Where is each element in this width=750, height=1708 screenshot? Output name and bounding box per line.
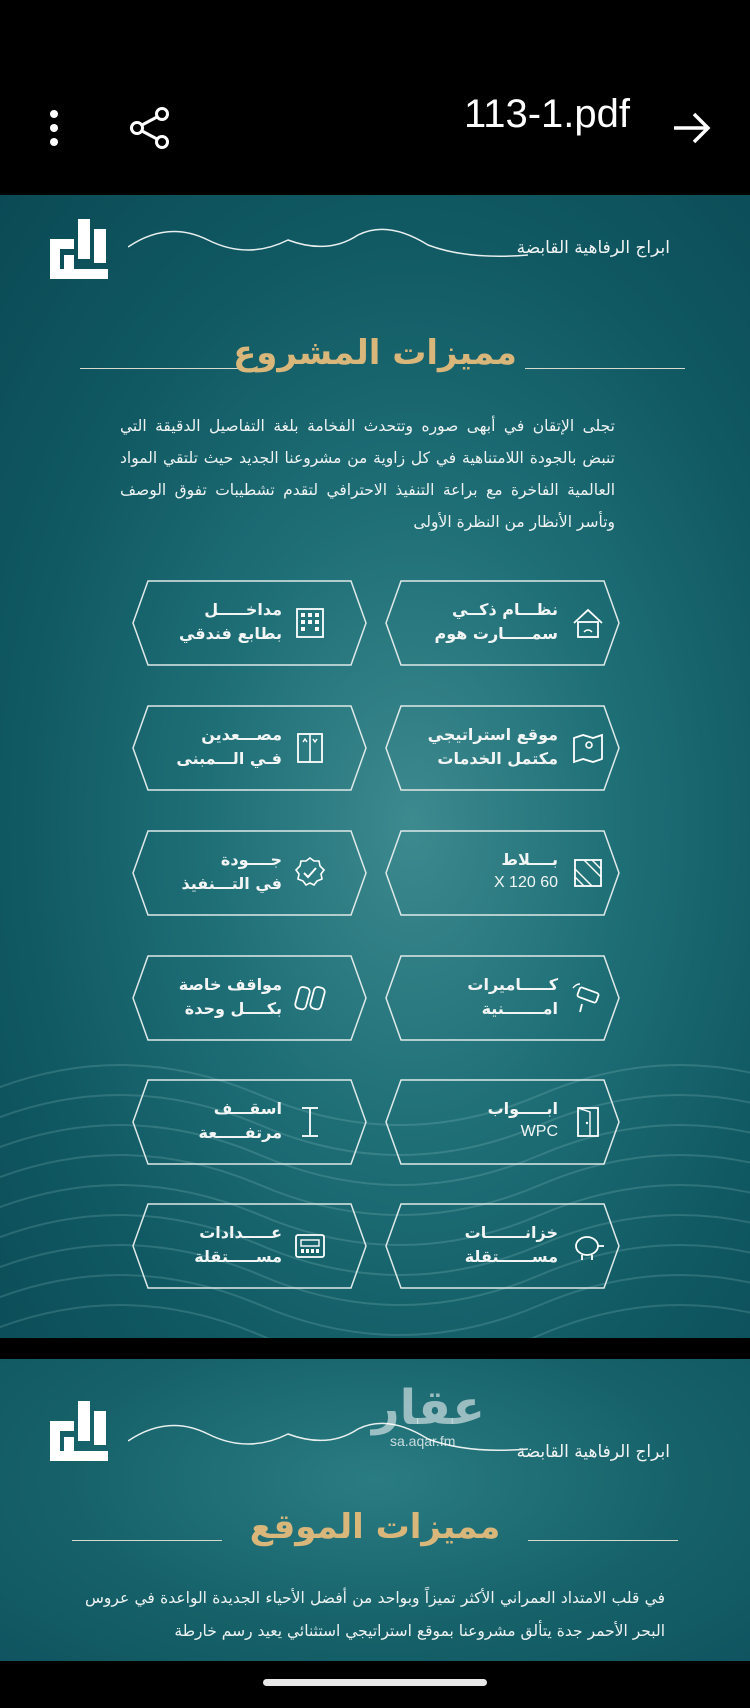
feature-card — [385, 1079, 620, 1165]
feature-subtitle: امـــــــنية — [481, 999, 558, 1018]
feature-title: مداخـــــل — [204, 600, 282, 619]
feature-card — [132, 580, 367, 666]
wave-pattern-decoration — [0, 1015, 750, 1338]
section-heading: مميزات الموقع — [249, 1507, 501, 1547]
more-vert-icon[interactable] — [40, 108, 68, 148]
feature-frame — [132, 830, 367, 916]
feature-subtitle: مســـــتقلة — [194, 1247, 282, 1266]
feature-frame — [132, 1203, 367, 1289]
feature-title: موقع استراتيجي — [427, 725, 558, 744]
home-gesture-pill[interactable] — [263, 1679, 487, 1686]
map-location-icon — [570, 730, 606, 766]
brand-name: ابراج الرفاهية القابضة — [516, 1442, 670, 1462]
toolbar — [0, 0, 750, 195]
feature-frame — [132, 1079, 367, 1165]
feature-card — [385, 705, 620, 791]
feature-title: خزانـــــــات — [464, 1223, 558, 1242]
system-navigation-bar — [0, 1661, 750, 1708]
feature-subtitle: 60 X 120 — [493, 874, 558, 891]
quality-badge-icon — [292, 855, 328, 891]
header-wave-line — [128, 215, 528, 265]
feature-subtitle: مرتفـــــعة — [198, 1123, 282, 1142]
intro-paragraph: في قلب الامتداد العمراني الأكثر تميزاً وبواحد من أفضل الأحياء الجديدة الواعدة في عروس البحر الأحمر جدة يتألق مشروعنا بموقع استراتيجي استثنائي يعيد رسم خارطة — [85, 1589, 665, 1640]
building-icon — [292, 605, 328, 641]
pdf-page-1 — [0, 195, 750, 1338]
feature-title: بــــلاط — [501, 850, 558, 869]
feature-card — [132, 1203, 367, 1289]
page-gap — [0, 1338, 750, 1359]
security-camera-icon — [570, 980, 606, 1016]
door-icon — [570, 1104, 606, 1140]
feature-card — [385, 955, 620, 1041]
feature-title: نظـــام ذكــي — [452, 600, 558, 619]
feature-subtitle: بكــــل وحدة — [184, 999, 282, 1018]
feature-frame — [132, 580, 367, 666]
feature-subtitle: بطابع فندقي — [178, 624, 282, 643]
feature-card — [385, 830, 620, 916]
arrow-right-icon[interactable] — [670, 106, 714, 150]
watermark-url: sa.aqar.fm — [390, 1433, 456, 1449]
intro-paragraph: تجلى الإتقان في أبهى صوره وتتحدث الفخامة بلغة التفاصيل الدقيقة التي تنبض بالجودة اللامتناهية في كل زاوية من مشروعنا الجديد حيث تلتقي المواد العالمية الفاخرة مع براعة التنفيذ الاحترافي لتقدم تشطيبات تفوق الوصف وتأسر الأنظار من النظرة الأولى — [120, 417, 615, 531]
document-title: 113-1.pdf — [463, 92, 630, 136]
feature-subtitle: سمـــــارت هوم — [434, 624, 558, 643]
water-tank-icon — [570, 1228, 606, 1264]
brand-name: ابراج الرفاهية القابضة — [516, 238, 670, 258]
feature-frame — [132, 955, 367, 1041]
feature-subtitle: مســــــتقلة — [464, 1247, 558, 1266]
feature-title: مواقف خاصة — [178, 975, 282, 994]
ceiling-height-icon — [292, 1104, 328, 1140]
elevator-icon — [292, 730, 328, 766]
section-heading: مميزات المشروع — [233, 333, 517, 373]
feature-title: مصـــعدين — [201, 725, 282, 744]
feature-card — [385, 1203, 620, 1289]
feature-card — [132, 1079, 367, 1165]
feature-subtitle: WPC — [520, 1123, 558, 1140]
brand-logo-icon — [48, 1399, 110, 1463]
feature-frame — [132, 705, 367, 791]
feature-card — [132, 705, 367, 791]
parking-cars-icon — [292, 980, 328, 1016]
feature-title: عـــــدادات — [199, 1223, 282, 1242]
feature-card — [385, 580, 620, 666]
feature-title: جــــودة — [220, 850, 282, 869]
share-icon[interactable] — [128, 106, 172, 150]
brand-logo-icon — [48, 217, 110, 281]
feature-subtitle: في التـــنفيذ — [181, 874, 282, 893]
feature-title: كـــــاميرات — [467, 975, 558, 994]
smart-home-icon — [570, 605, 606, 641]
feature-card — [132, 830, 367, 916]
tiles-icon — [570, 855, 606, 891]
feature-card — [132, 955, 367, 1041]
feature-subtitle: مكتمل الخدمات — [437, 749, 558, 768]
meter-icon — [292, 1228, 328, 1264]
watermark-logo: عقار — [372, 1380, 485, 1436]
feature-title: اسقـــف — [213, 1099, 282, 1118]
feature-title: ابـــــواب — [487, 1099, 558, 1118]
feature-subtitle: فـي الـــمبنى — [176, 749, 282, 768]
